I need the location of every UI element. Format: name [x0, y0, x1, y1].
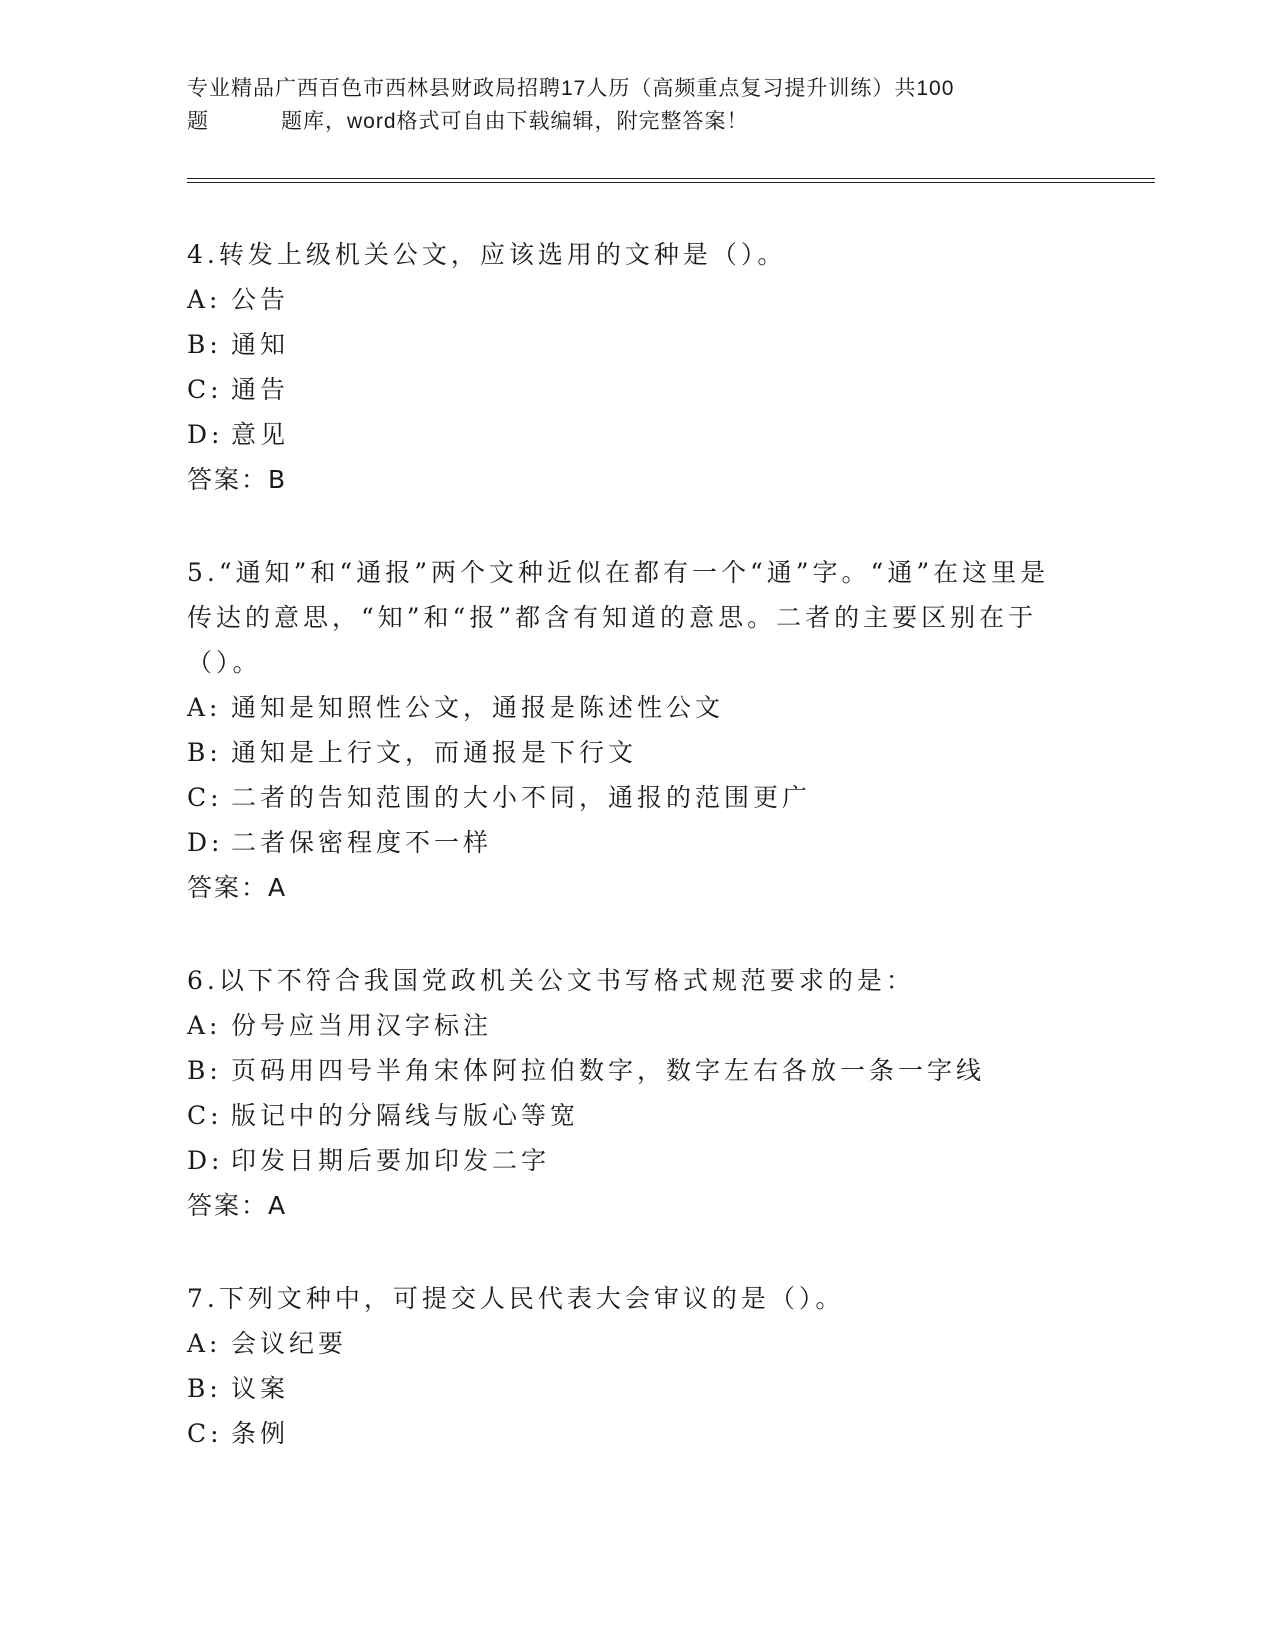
header-subtitle-line [187, 105, 1067, 138]
question-4 [187, 232, 1067, 502]
option-text: 通知 [231, 330, 290, 359]
option-text: 公告 [231, 285, 290, 314]
option-a [187, 1321, 1067, 1366]
header-divider-top [187, 178, 1155, 179]
option-text: 通知是上行文，而通报是下行文 [231, 738, 638, 767]
option-text: 议案 [231, 1374, 290, 1403]
question-6 [187, 958, 1067, 1228]
option-key: A: [187, 1329, 222, 1358]
header-subtitle-tail: 题库，word格式可自由下载编辑，附完整答案！ [281, 110, 749, 133]
option-key: B: [187, 738, 222, 767]
question-text: 7.下列文种中，可提交人民代表大会审议的是（）。 [187, 1284, 845, 1313]
option-text: 版记中的分隔线与版心等宽 [231, 1101, 580, 1130]
option-a [187, 277, 1067, 322]
question-text: 6.以下不符合我国党政机关公文书写格式规范要求的是： [187, 966, 915, 995]
question-5 [187, 550, 1067, 910]
header-divider-bottom [187, 182, 1155, 183]
option-b [187, 322, 1067, 367]
option-key: D: [187, 1146, 224, 1175]
option-d [187, 1138, 1067, 1183]
option-key: B: [187, 330, 222, 359]
option-key: A: [187, 285, 222, 314]
option-key: A: [187, 693, 222, 722]
option-key: C: [187, 1419, 223, 1448]
option-b [187, 1366, 1067, 1411]
option-b [187, 730, 1067, 775]
option-key: D: [187, 420, 224, 449]
option-text: 印发日期后要加印发二字 [231, 1146, 551, 1175]
option-key: B: [187, 1056, 222, 1085]
answer-line: 答案：A [187, 873, 288, 902]
option-text: 二者的告知范围的大小不同，通报的范围更广 [231, 783, 812, 812]
question-text: 4.转发上级机关公文，应该选用的文种是（）。 [187, 240, 787, 269]
header-subtitle-head: 题 [187, 110, 209, 133]
option-key: D: [187, 828, 224, 857]
option-c [187, 1411, 1067, 1456]
option-a [187, 1003, 1067, 1048]
option-key: C: [187, 1101, 223, 1130]
option-c [187, 775, 1067, 820]
header-title-line: 专业精品广西百色市西林县财政局招聘17人历（高频重点复习提升训练）共100 [187, 77, 955, 100]
option-text: 意见 [231, 420, 290, 449]
option-c [187, 1093, 1067, 1138]
option-c [187, 367, 1067, 412]
option-text: 二者保密程度不一样 [231, 828, 493, 857]
option-text: 会议纪要 [231, 1329, 348, 1358]
option-key: C: [187, 783, 223, 812]
option-text: 份号应当用汉字标注 [231, 1011, 493, 1040]
option-b [187, 1048, 1067, 1093]
option-text: 条例 [231, 1419, 290, 1448]
option-a [187, 685, 1067, 730]
option-text: 通告 [231, 375, 290, 404]
option-d [187, 820, 1067, 865]
document-header [187, 72, 1067, 138]
answer-line: 答案：B [187, 465, 288, 494]
option-key: A: [187, 1011, 222, 1040]
option-text: 页码用四号半角宋体阿拉伯数字，数字左右各放一条一字线 [231, 1056, 986, 1085]
answer-line: 答案：A [187, 1191, 288, 1220]
option-key: B: [187, 1374, 222, 1403]
question-text: 5.“通知”和“通报”两个文种近似在都有一个“通”字。“通”在这里是传达的意思，“知”和“报”都含有知道的意思。二者的主要区别在于（）。 [187, 558, 1050, 677]
question-7 [187, 1276, 1067, 1456]
question-list [187, 232, 1067, 1504]
option-d [187, 412, 1067, 457]
option-key: C: [187, 375, 223, 404]
option-text: 通知是知照性公文，通报是陈述性公文 [231, 693, 725, 722]
